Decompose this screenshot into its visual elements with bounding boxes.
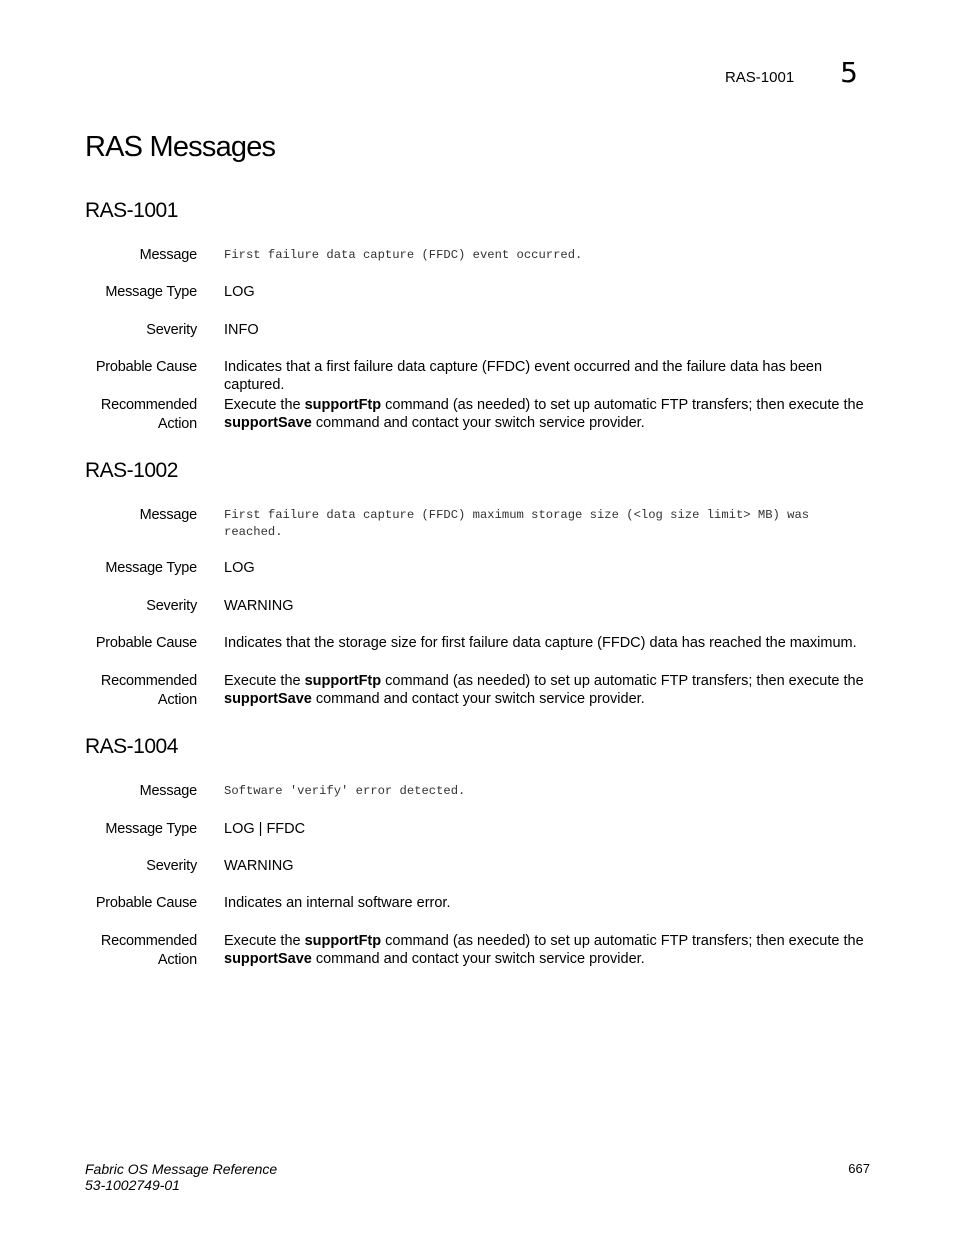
footer-doc-number: 53-1002749-01 xyxy=(85,1177,180,1193)
recommended-action-value xyxy=(224,396,869,432)
recommended-label-line1: Recommended xyxy=(100,673,197,689)
probable-cause-label: Probable Cause xyxy=(95,359,197,375)
page-title: RAS Messages xyxy=(85,131,276,163)
message-type-value: LOG xyxy=(224,560,255,576)
command-supportftp: supportFtp xyxy=(304,673,382,689)
probable-cause-label: Probable Cause xyxy=(95,895,197,911)
severity-label: Severity xyxy=(146,858,197,874)
page-number: 667 xyxy=(848,1161,870,1176)
message-text: First failure data capture (FFDC) maximum storage size (<log size limit> MB) was reached. xyxy=(224,508,810,539)
severity-label: Severity xyxy=(146,598,197,614)
severity-value: WARNING xyxy=(224,858,294,874)
message-type-label: Message Type xyxy=(105,560,197,576)
recommended-label-line2: Action xyxy=(157,416,197,432)
section-title: RAS-1001 xyxy=(85,199,178,222)
command-supportsave: supportSave xyxy=(224,415,312,431)
action-text-3: command and contact your switch service provider. xyxy=(311,691,645,707)
recommended-action-label xyxy=(0,672,197,710)
recommended-action-label xyxy=(0,396,197,434)
message-type-label: Message Type xyxy=(105,821,197,837)
action-text-2: command (as needed) to set up automatic FTP transfers; then execute the xyxy=(381,397,864,413)
severity-value: WARNING xyxy=(224,598,294,614)
section-title: RAS-1004 xyxy=(85,735,178,758)
footer-document-info xyxy=(85,1161,277,1193)
message-label: Message xyxy=(139,507,197,523)
message-type-label: Message Type xyxy=(105,284,197,300)
message-type-value: LOG xyxy=(224,284,255,300)
probable-cause-value: Indicates that a first failure data capture (FFDC) event occurred and the failure data has been captured. xyxy=(224,359,823,393)
footer-doc-title: Fabric OS Message Reference xyxy=(85,1161,278,1177)
probable-cause-value: Indicates an internal software error. xyxy=(224,895,451,911)
action-text-1: Execute the xyxy=(224,673,305,689)
recommended-label-line2: Action xyxy=(157,692,197,708)
action-text-3: command and contact your switch service provider. xyxy=(311,951,645,967)
recommended-label-line1: Recommended xyxy=(100,933,197,949)
action-text-1: Execute the xyxy=(224,397,305,413)
message-text: Software 'verify' error detected. xyxy=(224,784,466,798)
message-text: First failure data capture (FFDC) event occurred. xyxy=(224,248,583,262)
severity-value: INFO xyxy=(224,322,259,338)
action-text-3: command and contact your switch service provider. xyxy=(311,415,645,431)
command-supportftp: supportFtp xyxy=(304,397,382,413)
action-text-1: Execute the xyxy=(224,933,305,949)
command-supportftp: supportFtp xyxy=(304,933,382,949)
recommended-action-value xyxy=(224,932,869,968)
recommended-label-line2: Action xyxy=(157,952,197,968)
probable-cause-label: Probable Cause xyxy=(95,635,197,651)
running-header xyxy=(725,56,858,89)
command-supportsave: supportSave xyxy=(224,951,312,967)
recommended-action-value xyxy=(224,672,869,708)
command-supportsave: supportSave xyxy=(224,691,312,707)
chapter-number: 5 xyxy=(840,56,858,89)
severity-label: Severity xyxy=(146,322,197,338)
message-label: Message xyxy=(139,247,197,263)
message-type-value: LOG | FFDC xyxy=(224,821,306,837)
header-message-id: RAS-1001 xyxy=(724,69,795,86)
recommended-label-line1: Recommended xyxy=(100,397,197,413)
section-title: RAS-1002 xyxy=(85,459,178,482)
action-text-2: command (as needed) to set up automatic FTP transfers; then execute the xyxy=(381,673,864,689)
probable-cause-value: Indicates that the storage size for first failure data capture (FFDC) data has reached the maximum. xyxy=(224,635,857,651)
action-text-2: command (as needed) to set up automatic FTP transfers; then execute the xyxy=(381,933,864,949)
message-label: Message xyxy=(139,783,197,799)
recommended-action-label xyxy=(0,932,197,970)
